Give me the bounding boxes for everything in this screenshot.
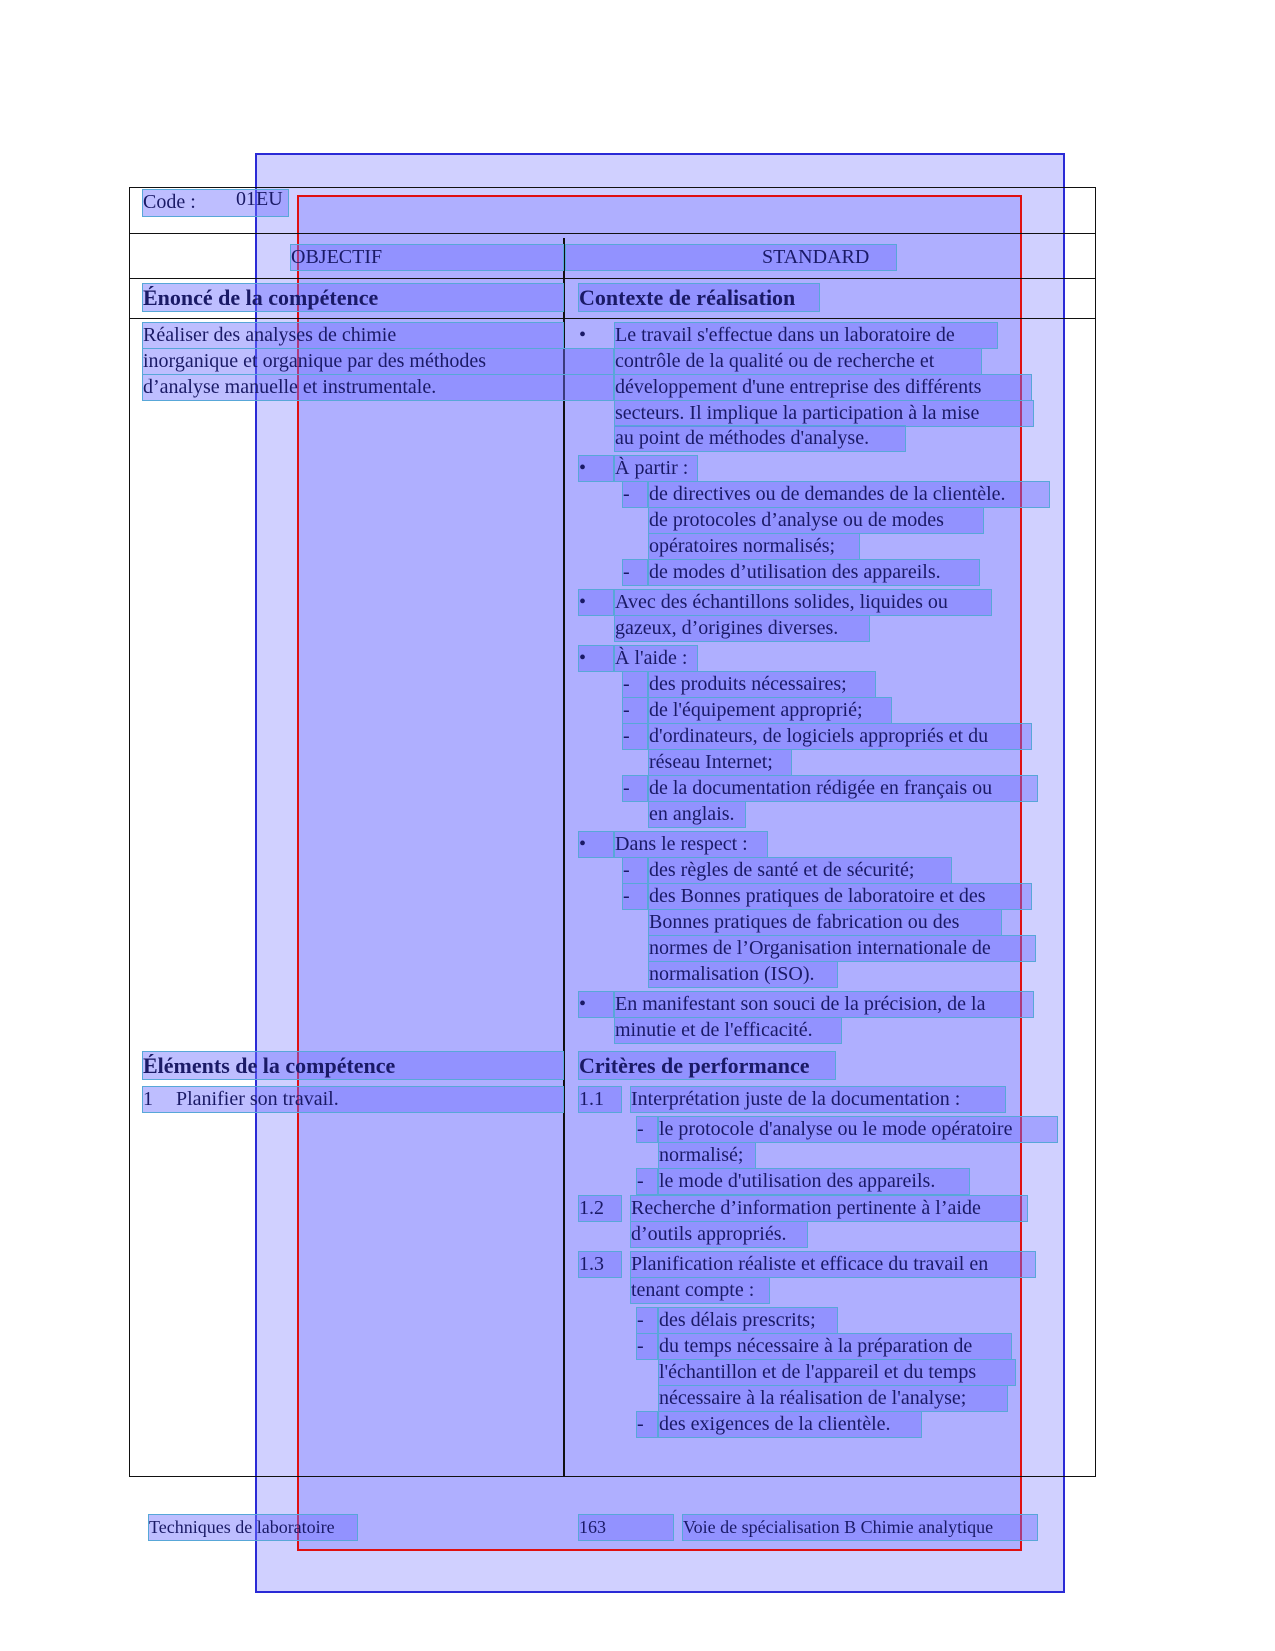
contexte-6-line-1: En manifestant son souci de la précision, de la	[615, 992, 1033, 1017]
bullet-2: •	[579, 456, 613, 481]
bullet-4: •	[579, 646, 613, 671]
contexte-4-dash-2: -	[623, 698, 647, 723]
contexte-4-dash-4: -	[623, 776, 647, 801]
criterion-1-3-number: 1.3	[579, 1252, 621, 1277]
contexte-1-line-1: Le travail s'effectue dans un laboratoire de	[615, 323, 997, 348]
contexte-5-sub-2b: Bonnes pratiques de fabrication ou des	[649, 910, 1001, 935]
contexte-1-line-3: développement d'une entreprise des différents	[615, 375, 1031, 400]
contexte-4-sub-3b: réseau Internet;	[649, 750, 791, 775]
bullet-5: •	[579, 832, 613, 857]
criterion-1-1-dash-2: -	[637, 1169, 657, 1194]
row-divider-3	[129, 318, 1096, 319]
contexte-3-line-1: Avec des échantillons solides, liquides ou	[615, 590, 991, 615]
row-divider-2	[129, 278, 1096, 279]
enonce-line-1: Réaliser des analyses de chimie	[143, 323, 563, 348]
code-label: Code :	[143, 191, 196, 213]
criterion-1-1-text: Interprétation juste de la documentation :	[631, 1087, 1005, 1112]
contexte-4-sub-4a: de la documentation rédigée en français ou	[649, 776, 1037, 801]
bullet-6: •	[579, 992, 613, 1017]
criterion-1-3-dash-3: -	[637, 1412, 657, 1437]
bullet-3: •	[579, 590, 613, 615]
contexte-2-dash-1: -	[623, 482, 647, 507]
contexte-4-sub-4b: en anglais.	[649, 802, 745, 827]
column-divider	[563, 238, 565, 1477]
code-field	[143, 190, 288, 216]
contexte-2-sub-2a: de protocoles d’analyse ou de modes	[649, 508, 983, 533]
criterion-1-2-line-1: Recherche d’information pertinente à l’aide	[631, 1196, 1027, 1221]
contexte-5-dash-2: -	[623, 884, 647, 909]
contexte-1-line-5: au point de méthodes d'analyse.	[615, 426, 905, 451]
contexte-4-sub-2: de l'équipement approprié;	[649, 698, 891, 723]
contexte-5-sub-2c: normes de l’Organisation internationale de	[649, 936, 1035, 961]
element-1-text: Planifier son travail.	[176, 1088, 339, 1110]
contexte-2-sub-1: de directives ou de demandes de la clientèle.	[649, 482, 1049, 507]
contexte-1-line-4: secteurs. Il implique la participation à la mise	[615, 401, 1033, 426]
criterion-1-3-sub-2a: du temps nécessaire à la préparation de	[659, 1334, 1011, 1359]
contexte-1-line-2: contrôle de la qualité ou de recherche et	[615, 349, 981, 374]
contexte-6-line-2: minutie et de l'efficacité.	[615, 1018, 841, 1043]
criterion-1-2-line-2: d’outils appropriés.	[631, 1222, 807, 1247]
header-objectif: OBJECTIF	[291, 245, 563, 270]
criterion-1-3-sub-2c: nécessaire à la réalisation de l'analyse;	[659, 1386, 1007, 1411]
contexte-2-dash-3: -	[623, 560, 647, 585]
enonce-line-3: d’analyse manuelle et instrumentale.	[143, 375, 613, 400]
contexte-2: À partir :	[615, 456, 697, 481]
contexte-4-dash-1: -	[623, 672, 647, 697]
criterion-1-1-dash-1: -	[637, 1117, 657, 1142]
contexte-4-sub-1: des produits nécessaires;	[649, 672, 875, 697]
criterion-1-3-dash-1: -	[637, 1308, 657, 1333]
criterion-1-1-sub-2: le mode d'utilisation des appareils.	[659, 1169, 969, 1194]
contexte-5-dash-1: -	[623, 858, 647, 883]
criterion-1-1-sub-1a: le protocole d'analyse ou le mode opératoire	[659, 1117, 1057, 1142]
criterion-1-2-number: 1.2	[579, 1196, 621, 1221]
contexte-4-sub-3a: d'ordinateurs, de logiciels appropriés et du	[649, 724, 1031, 749]
element-1	[143, 1087, 563, 1112]
criterion-1-1-number: 1.1	[579, 1087, 621, 1112]
criteres-title: Critères de performance	[579, 1052, 835, 1079]
contexte-2-sub-2b: opératoires normalisés;	[649, 534, 859, 559]
elements-title: Éléments de la compétence	[143, 1052, 563, 1079]
footer-specialization: Voie de spécialisation B Chimie analytique	[683, 1515, 1037, 1540]
criterion-1-3-sub-1: des délais prescrits;	[659, 1308, 837, 1333]
contexte-title: Contexte de réalisation	[579, 284, 819, 311]
contexte-5: Dans le respect :	[615, 832, 767, 857]
contexte-2-sub-3: de modes d’utilisation des appareils.	[649, 560, 979, 585]
bullet-1: •	[579, 324, 587, 346]
criterion-1-3-dash-2: -	[637, 1334, 657, 1359]
code-value: 01EU	[236, 188, 283, 210]
criterion-1-3-sub-2b: l'échantillon et de l'appareil et du temps	[659, 1360, 1015, 1385]
element-1-number: 1	[143, 1088, 153, 1110]
footer-program: Techniques de laboratoire	[149, 1515, 357, 1540]
criterion-1-3-line-2: tenant compte :	[631, 1278, 769, 1303]
row-divider-1	[129, 233, 1096, 234]
contexte-5-sub-2a: des Bonnes pratiques de laboratoire et des	[649, 884, 1031, 909]
criterion-1-3-sub-3: des exigences de la clientèle.	[659, 1412, 921, 1437]
footer-page-number: 163	[579, 1515, 673, 1540]
contexte-5-sub-2d: normalisation (ISO).	[649, 962, 837, 987]
header-standard-label: STANDARD	[762, 246, 870, 268]
contexte-3-line-2: gazeux, d’origines diverses.	[615, 616, 869, 641]
header-standard	[566, 245, 896, 270]
contexte-4: À l'aide :	[615, 646, 697, 671]
contexte-5-sub-1: des règles de santé et de sécurité;	[649, 858, 951, 883]
enonce-line-2: inorganique et organique par des méthodes	[143, 349, 613, 374]
enonce-title: Énoncé de la compétence	[143, 284, 563, 311]
contexte-4-dash-3: -	[623, 724, 647, 749]
criterion-1-1-sub-1b: normalisé;	[659, 1143, 755, 1168]
criterion-1-3-line-1: Planification réaliste et efficace du travail en	[631, 1252, 1035, 1277]
